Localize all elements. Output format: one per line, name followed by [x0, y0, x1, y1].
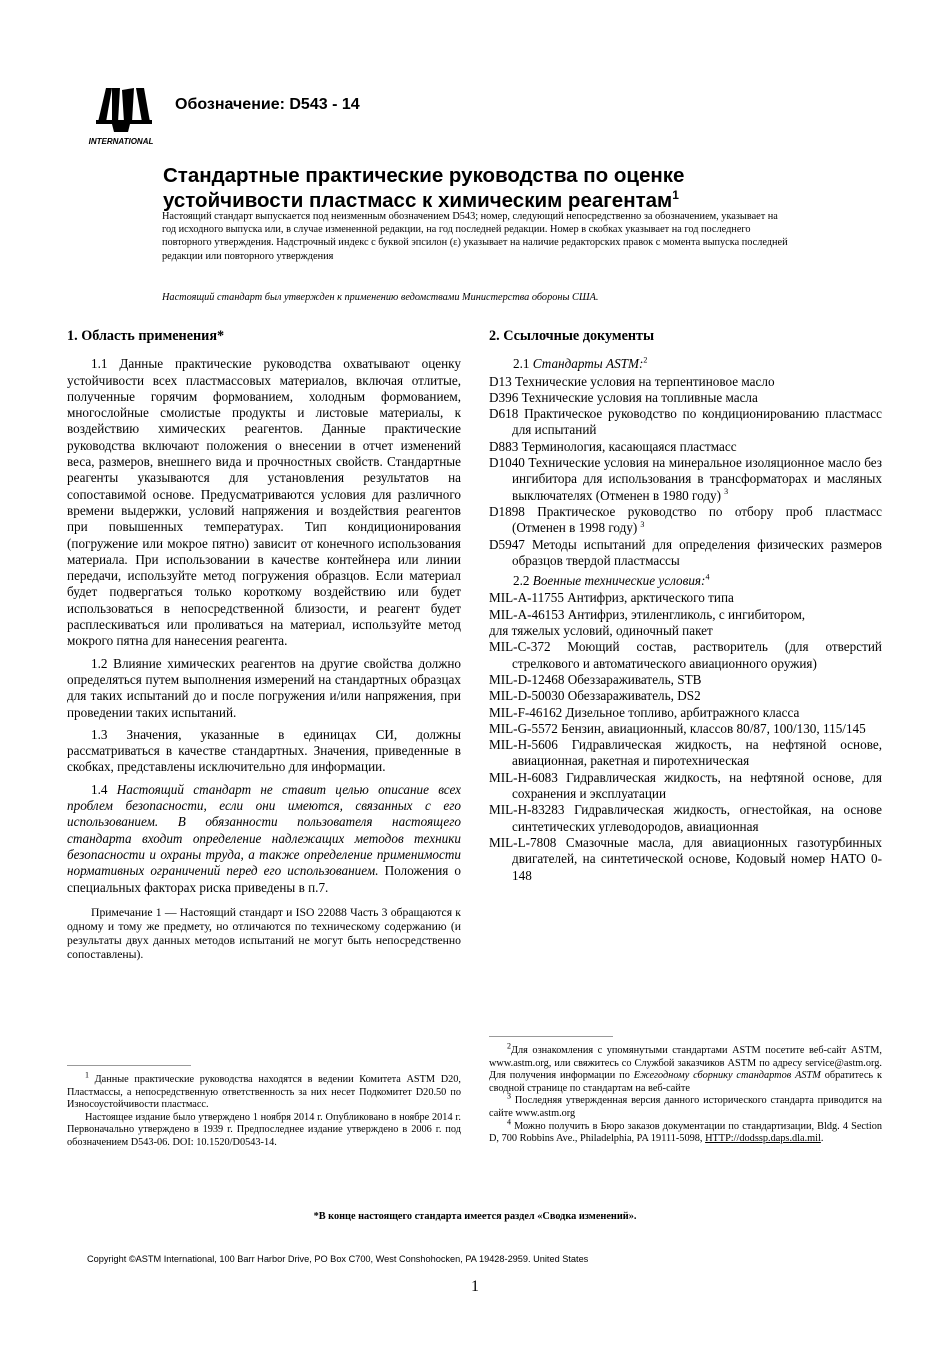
paragraph-1-4-rest: Положения о специальных факторах риска приведены в п.7.: [67, 863, 461, 895]
astm-logo-icon: [82, 82, 160, 148]
mil-ref-item: [489, 672, 882, 688]
mil-ref-item: [489, 802, 882, 835]
left-footnotes: [67, 1065, 461, 1150]
mil-ref-text: MIL-F-46162 Дизельное топливо, арбитражного класса: [489, 704, 800, 720]
footnote-2-body: Для ознакомления с упомянутыми стандартами ASTM посетите веб-сайт ASTM, www.astm.org, или свяжитесь со Службой заказчиков ASTM по адресу service@astm.org. Для получения информации по: [489, 1045, 882, 1082]
astm-ref-footnote-mark: 3: [640, 519, 645, 529]
subsection-2-1: [489, 356, 882, 372]
paragraph-1-3: 1.3 Значения, указанные в единицах СИ, должны рассматриваться в качестве стандартных. Значения, приведенные в скобках, представлены исключительно для информации.: [67, 726, 461, 775]
mil-ref-text: MIL-L-7808 Смазочные масла, для авиационных газотурбинных двигателей, на синтетической основе, Кодовый номер НАТО 0-148: [489, 834, 882, 883]
mil-ref-text: MIL-D-50030 Обеззараживатель, DS2: [489, 688, 701, 704]
paragraph-1-2: 1.2 Влияние химических реагентов на другие свойства должно определяться путем выполнения измерений на стандартных образцах для таких испытаний до и после погружения и/или напряжения, при проведении таких испытаний.: [67, 655, 461, 720]
mil-ref-item: [489, 770, 882, 803]
mil-ref-text: MIL-A-46153 Антифриз, этиленгликоль, с ингибитором,: [489, 606, 806, 622]
footnote-divider-right: [489, 1036, 613, 1037]
mil-ref-item: [489, 705, 882, 721]
logo-sub-text: INTERNATIONAL: [88, 137, 154, 146]
footnotes-2-4: [489, 1041, 882, 1146]
subsection-2-1-sup: 2: [643, 355, 648, 365]
title-line-2-text: устойчивости пластмасс к химическим реагентам: [163, 189, 673, 212]
astm-ref-item: [489, 406, 882, 439]
mil-ref-text: MIL-C-372 Моющий состав, растворитель (для отверстий стрелкового и автоматического авиационного оружия): [489, 639, 882, 671]
right-column: [489, 328, 882, 884]
subsection-2-2: [489, 573, 882, 589]
subsection-2-2-label: Военные технические условия:: [532, 573, 706, 589]
footnote-4-body: Можно получить в Бюро заказов документации по стандартизации, Bldg. 4 Section D, 700 Robbins Ave., Philadelphia, PA 19111-5098,: [489, 1120, 882, 1145]
approval-note: Настоящий стандарт был утвержден к применению ведомствами Министерства обороны США.: [162, 292, 599, 303]
subsection-2-2-num: 2.2: [513, 573, 533, 589]
footnote-4-end: .: [820, 1133, 824, 1145]
document-title: [163, 163, 863, 213]
left-column: [67, 328, 461, 963]
copyright-line: Copyright ©ASTM International, 100 Barr Harbor Drive, PO Box C700, West Conshohocken, PA 19428-2959. United States: [87, 1254, 589, 1264]
paragraph-1-4-num: 1.4: [91, 781, 117, 797]
astm-logo: [82, 82, 160, 148]
document-designation: Обозначение: D543 - 14: [175, 96, 360, 113]
footnote-2: [489, 1041, 882, 1095]
footnote-3-mark: 3: [507, 1091, 511, 1101]
mil-ref-item: [489, 688, 882, 704]
footnote-1: [67, 1070, 461, 1150]
footnote-1-mark: 1: [85, 1070, 89, 1080]
astm-ref-item: [489, 374, 882, 390]
mil-ref-text: MIL-A-11755 Антифриз, арктического типа: [489, 590, 734, 606]
paragraph-1-4-italic: Настоящий стандарт не ставит целью описание всех проблем безопасности, если они имеются, связанных с его использованием. В обязанности пользователя настоящего стандарта входит определение надлежащих методов техники безопасности и охраны труда, а также определение применимости нормативных ограничений перед его использованием.: [67, 781, 461, 879]
mil-ref-text: MIL-H-83283 Гидравлическая жидкость, огнестойкая, на основе синтетических углеводородов, авиационная: [489, 802, 882, 834]
astm-ref-item: [489, 455, 882, 504]
astm-ref-text: D396 Технические условия на топливные масла: [489, 389, 758, 405]
mil-ref-text: для тяжелых условий, одиночный пакет: [489, 623, 713, 639]
footnote-3: [489, 1091, 882, 1120]
footnote-4: [489, 1117, 882, 1146]
subsection-2-1-num: 2.1: [513, 356, 533, 372]
astm-ref-item: [489, 537, 882, 570]
title-line-1: Стандартные практические руководства по оценке: [163, 164, 685, 187]
mil-ref-item: [489, 721, 882, 737]
astm-ref-item: [489, 439, 882, 455]
mil-ref-text: MIL-H-5606 Гидравлическая жидкость, на нефтяной основе, авиационная, ракетная и пиротехническая: [489, 737, 882, 769]
mil-ref-item: [489, 623, 882, 639]
mil-ref-item: [489, 590, 882, 606]
footnote-2-mark: 2: [507, 1041, 511, 1051]
summary-of-changes-note: *В конце настоящего стандарта имеется раздел «Сводка изменений».: [313, 1211, 637, 1222]
mil-ref-item: [489, 639, 882, 672]
paragraph-1-4: [67, 782, 461, 896]
astm-ref-text: D1040 Технические условия на минеральное изоляционное масло без ингибитора для использования в трансформаторах и масляных выключателях (Отменен в 1980 году): [489, 455, 882, 503]
subsection-2-1-label: Стандарты ASTM:: [532, 356, 644, 372]
footnote-2-rest: обратитесь к сводной странице по стандартам на веб-сайте: [489, 1070, 882, 1094]
astm-reference-list: [489, 374, 882, 570]
military-reference-list: [489, 590, 882, 883]
mil-ref-text: MIL-H-6083 Гидравлическая жидкость, на нефтяной основе, для сохранения и эксплуатации: [489, 769, 882, 802]
page-number: 1: [471, 1278, 479, 1295]
paragraph-1-1: 1.1 Данные практические руководства охватывают оценку устойчивости всех пластмассовых материалов, включая отлитые, полученные горячим формованием, холодным формованием, многослойные смолистые продукты и листовые материалы, к воздействию химических реагентов. Данные практические руководства включают положения о внесении в отчет изменений веса, размеров, внешнего вида и прочностных свойств. Стандартные реагенты указываются для установления результатов на сопоставимой основе. Предусматриваются условия для различного времени выдержки, условий напряжения и воздействия реагентов при повышенных температурах. Тип кондиционирования (погружение или мокрое пятно) зависит от конечного использования материала. При использовании в качестве контейнера или линии передачи, используйте метод погружения образцов. Если материал будет подвергаться только короткому воздействию или будет использоваться в непосредственной близости, и реагент будет расплескиваться или проливаться на материал, используйте метод мокрого пятна для нанесения реагента.: [67, 356, 461, 649]
mil-ref-item: [489, 607, 882, 623]
intro-paragraph: Настоящий стандарт выпускается под неизменным обозначением D543; номер, следующий непосредственно за обозначением, указывает на год исходного выпуска или, в случае измененной редакции, на год последней редакции. Номер в скобках указывает на год последнего повторного утверждения. Надстрочный индекс с буквой эпсилон (ε) указывает на наличие редакторских правок с момента выпуска последней редакции или повторного утверждения: [162, 211, 788, 262]
mil-ref-item: [489, 737, 882, 770]
footnote-4-mark: 4: [507, 1117, 511, 1127]
footnote-2-italic: Ежегодному сборнику стандартов ASTM: [633, 1070, 821, 1082]
footnote-3-body: Последняя утвержденная версия данного исторического стандарта приводится на сайте www.astm.org: [489, 1095, 882, 1119]
astm-ref-text: D13 Технические условия на терпентиновое масло: [489, 373, 775, 389]
astm-ref-text: D5947 Методы испытаний для определения физических размеров образцов твердой пластмассы: [489, 536, 882, 568]
astm-ref-item: [489, 504, 882, 537]
footnote-1-body: Данные практические руководства находятся в ведении Комитета ASTM D20, Пластмассы, а непосредственную ответственность за них несет Подкомитет D20.50 по Износоустойчивости пластмасс.: [67, 1074, 461, 1111]
astm-ref-item: [489, 390, 882, 406]
astm-ref-text: D883 Терминология, касающаяся пластмасс: [489, 438, 737, 454]
astm-ref-text: D618 Практическое руководство по кондиционированию пластмасс для испытаний: [489, 406, 882, 438]
footnote-divider-left: [67, 1065, 191, 1066]
footnote-1-edition: Настоящее издание было утверждено 1 ноября 2014 г. Опубликовано в ноябре 2014 г. Первоначально утверждено в 1939 г. Предпоследнее издание утверждено в 2006 г. под обозначением D543-06. DOI: 10.1520/D0543-14.: [67, 1111, 461, 1148]
astm-ref-text: D1898 Практическое руководство по отбору проб пластмасс (Отменен в 1998 году): [489, 503, 882, 536]
mil-ref-text: MIL-D-12468 Обеззараживатель, STB: [489, 671, 702, 687]
mil-ref-text: MIL-G-5572 Бензин, авиационный, классов 80/87, 100/130, 115/145: [489, 720, 866, 736]
subsection-2-2-sup: 4: [705, 572, 710, 582]
dodssp-link[interactable]: HTTP://dodssp.daps.dla.mil: [705, 1133, 821, 1145]
section-1-heading: 1. Область применения*: [67, 328, 225, 344]
astm-ref-footnote-mark: 3: [724, 487, 729, 497]
mil-ref-item: [489, 835, 882, 884]
right-footnotes: [489, 1036, 882, 1146]
section-2-heading: 2. Ссылочные документы: [489, 328, 655, 344]
note-1: Примечание 1 — Настоящий стандарт и ISO 22088 Часть 3 обращаются к одному и тому же предмету, но отличаются по техническому содержанию (и результаты двух данных методов испытаний не могут быть непосредственно сопоставлены).: [67, 905, 461, 962]
title-footnote-mark: 1: [672, 188, 679, 203]
footnote-1-text: [67, 1070, 461, 1112]
